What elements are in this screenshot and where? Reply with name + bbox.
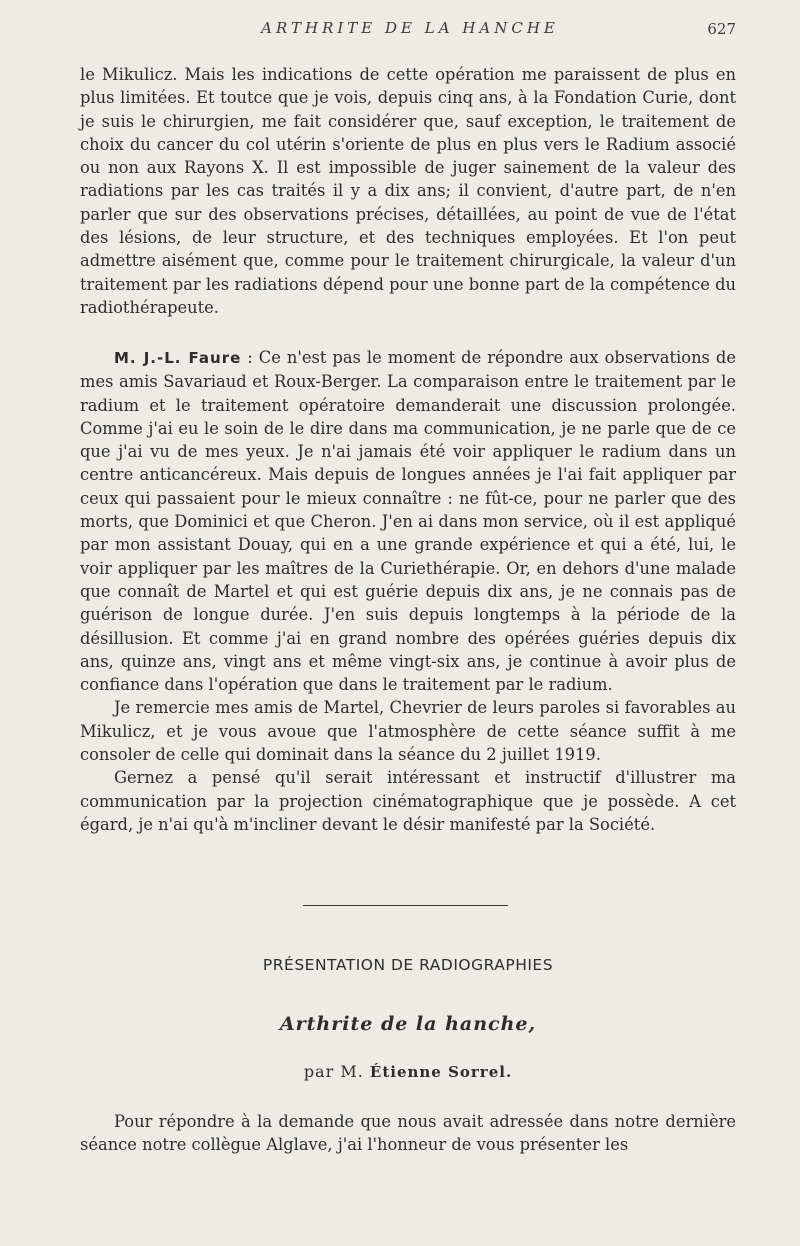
running-title: ARTHRITE DE LA HANCHE [261,19,559,37]
section-title: PRÉSENTATION DE RADIOGRAPHIES [262,956,554,974]
paragraph-sorrel-intro: Pour répondre à la demande que nous avait adressée dans notre dernière séance notre collègue Alglave, j'ai l'honneur de vous présenter les [80,1112,736,1155]
body-paragraphs-faure [80,346,736,836]
article-title: Arthrite de la hanche, [279,1013,537,1035]
paragraph-mikulicz-continuation: le Mikulicz. Mais les indications de cette opération me paraissent de plus en plus limitées. Et toutce que je vois, depuis cinq ans, à la Fondation Curie, dont je suis le chirurgien, me fait considérer que, sauf exception, le traitement de choix du cancer du col utérin s'oriente de plus en plus vers le Radium associé ou non aux Rayons X. Il est impossible de juger sainement de la valeur des radiations par les cas traités il y a dix ans; il convient, d'autre part, de n'en parler que sur des observations précises, détaillées, au point de vue de l'état des lésions, de leur structure, et des techniques employées. Et l'on peut admettre aisément que, comme pour le traitement chirurgicale, la valeur d'un traitement par les radiations dépend pour une bonne part de la compétence du radiothérapeute. [80,65,736,317]
faure-reply-text: : Ce n'est pas le moment de répondre aux observations de mes amis Savariaud et Roux-Berger. La comparaison entre le traitement par le radium et le traitement opératoire demanderait une discussion prolongée. Comme j'ai eu le soin de le dire dans ma communication, je ne parle que de ce que j'ai vu de mes yeux. Je n'ai jamais été voir appliquer le radium dans un centre anticancéreux. Mais depuis de longues années je l'ai fait appliquer par ceux qui passaient pour le mieux connaître : ne fût-ce, pour ne parler que des morts, que Dominici et que Cheron. J'en ai dans mon service, où il est appliqué par mon assistant Douay, qui en a une grande expérience et qui a été, lui, le voir appliquer par les maîtres de la Curiethérapie. Or, en dehors d'une malade que connaît de Martel et qui est guérie depuis dix ans, je ne connais pas de guérison de longue durée. J'en suis depuis longtemps à la période de la désillusion. Et comme j'ai en grand nombre des opérées guéries depuis dix ans, quinze ans, vingt ans et même vingt-six ans, je continue à avoir plus de confiance dans l'opération que dans le traitement par le radium. [80,348,736,695]
paragraph-thanks: Je remercie mes amis de Martel, Chevrier de leurs paroles si favorables au Mikulicz, et je vous avoue que l'atmosphère de cette séance suffit à me consoler de celle qui dominait dans la séance du 2 juillet 1919. [80,698,736,765]
author-name: Étienne Sorrel. [369,1063,513,1081]
body-paragraphs-top [80,63,736,319]
paragraph-faure-reply [80,346,736,696]
paragraph-gernez: Gernez a pensé qu'il serait intéressant et instructif d'illustrer ma communication par la projection cinématographique que je possède. A cet égard, je n'ai qu'à m'incliner devant le désir manifesté par la Société. [80,768,736,834]
byline-prefix: par M. [303,1062,370,1081]
byline [80,1062,736,1081]
section-divider [303,905,508,906]
running-head [80,19,740,43]
speaker-name: M. J.-L. Faure [114,349,242,367]
page-number: 627 [707,20,736,38]
body-paragraphs-bottom [80,1110,736,1157]
